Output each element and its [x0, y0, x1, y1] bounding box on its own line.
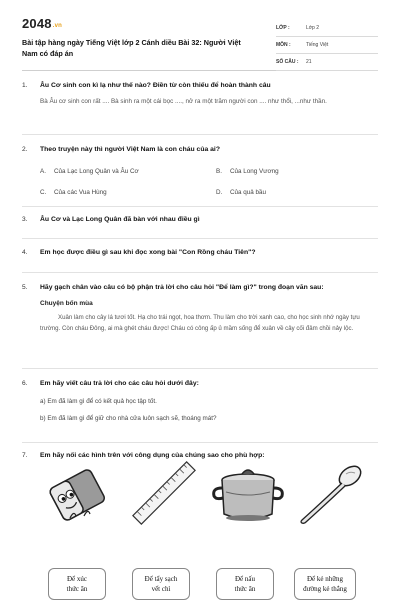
question-text: Em hãy viết câu trả lời cho các câu hỏi dưới đây: [40, 380, 199, 387]
question-number: 7. [22, 452, 28, 459]
question-4 [22, 247, 378, 259]
usage-card-cook-food[interactable] [216, 568, 274, 600]
card-line: Để tẩy sạch [144, 575, 178, 583]
option-letter: D. [216, 189, 223, 196]
question-text: Hãy gạch chân vào câu có bộ phận trả lời cho câu hỏi "Để làm gì?" trong đoạn văn sau: [40, 284, 324, 291]
meta-row-grade [276, 20, 378, 37]
option-letter: C. [40, 189, 47, 196]
question-text: Em hãy nối các hình trên với công dụng của chúng sao cho phù hợp: [40, 452, 265, 459]
question-text: Theo truyện này thì người Việt Nam là con cháu của ai? [40, 146, 220, 153]
card-line: đường kẻ thẳng [303, 585, 347, 593]
logo-text: 2048 [22, 16, 52, 31]
sub-question-a: a) Em đã làm gì để có kết quả học tập tốt. [40, 398, 157, 405]
question-text: Âu Cơ và Lạc Long Quân đã bàn với nhau điều gì [40, 216, 200, 223]
question-number: 1. [22, 82, 28, 89]
sub-question-b: b) Em đã làm gì để giữ cho nhà cửa luôn sạch sẽ, thoáng mát? [40, 415, 217, 422]
cooking-pot-icon [208, 458, 288, 528]
meta-value: Lớp 2 [306, 25, 320, 31]
divider [22, 272, 378, 273]
card-line: vết chì [151, 585, 171, 593]
spoon-icon [292, 458, 372, 528]
worksheet-header [22, 8, 378, 71]
meta-table [276, 20, 378, 71]
question-number: 3. [22, 216, 28, 223]
meta-key: SỐ CÂU : [276, 59, 299, 65]
question-2 [22, 144, 378, 202]
option-letter: B. [216, 168, 222, 175]
card-line: Để nấu [234, 575, 256, 583]
site-logo[interactable] [22, 16, 62, 31]
question-number: 4. [22, 249, 28, 256]
meta-key: MÔN : [276, 42, 291, 48]
divider [22, 206, 378, 207]
option-text: Của Long Vương [230, 168, 279, 175]
card-line: thức ăn [66, 585, 88, 593]
question-3 [22, 214, 378, 226]
fill-blank-sentence: Bà Âu cơ sinh con rất .... Bà sinh ra một cái bọc ...., nở ra một trăm người con .... như thổi, ...như thần. [40, 98, 327, 105]
option-text: Của các Vua Hùng [54, 189, 107, 196]
usage-card-draw-lines[interactable] [294, 568, 356, 600]
passage-title: Chuyện bốn mùa [40, 300, 93, 307]
card-line: Để xúc [66, 575, 88, 583]
usage-cards [48, 568, 358, 600]
divider [22, 238, 378, 239]
question-number: 6. [22, 380, 28, 387]
question-number: 5. [22, 284, 28, 291]
options-grid [40, 162, 378, 202]
question-number: 2. [22, 146, 28, 153]
document-title: Bài tập hàng ngày Tiếng Việt lớp 2 Cánh diều Bài 32: Người Việt Nam có đáp án [22, 38, 241, 58]
question-text: Em học được điều gì sau khi đọc xong bài "Con Rồng cháu Tiên"? [40, 249, 256, 256]
option-text: Của Lạc Long Quân và Âu Cơ [54, 168, 139, 175]
meta-value: Tiếng Việt [306, 42, 329, 48]
passage-text: Xuân làm cho cây lá tươi tốt. Hạ cho trái ngọt, hoa thơm. Thu làm cho trời xanh cao, cho học sinh nhớ ngày tựu trường. Còn cháu Đông, ai mà ghét cháu được! Cháu có công ấp ủ mầm sống để xuân về cây cối đâm chồi nảy lộc. [40, 314, 360, 332]
usage-card-scoop-food[interactable] [48, 568, 106, 600]
question-5 [22, 282, 378, 334]
meta-value: 21 [306, 59, 312, 65]
eraser-icon [40, 458, 120, 528]
card-line: thức ăn [234, 585, 256, 593]
meta-row-count [276, 54, 378, 71]
usage-card-erase-pencil[interactable] [132, 568, 190, 600]
divider [22, 134, 378, 135]
card-line: Để kẻ những [306, 575, 344, 583]
question-1 [22, 80, 378, 107]
ruler-icon [124, 458, 204, 528]
meta-row-subject [276, 37, 378, 54]
divider [22, 368, 378, 369]
picture-row [40, 458, 360, 528]
option-letter: A. [40, 168, 46, 175]
question-6 [22, 378, 378, 424]
logo-suffix: .vn [52, 23, 63, 29]
option-text: Của quả bầu [230, 189, 267, 196]
divider [22, 442, 378, 443]
question-text: Âu Cơ sinh con kì lạ như thế nào? Điền từ còn thiếu để hoàn thành câu [40, 82, 271, 89]
meta-key: LỚP : [276, 25, 290, 31]
